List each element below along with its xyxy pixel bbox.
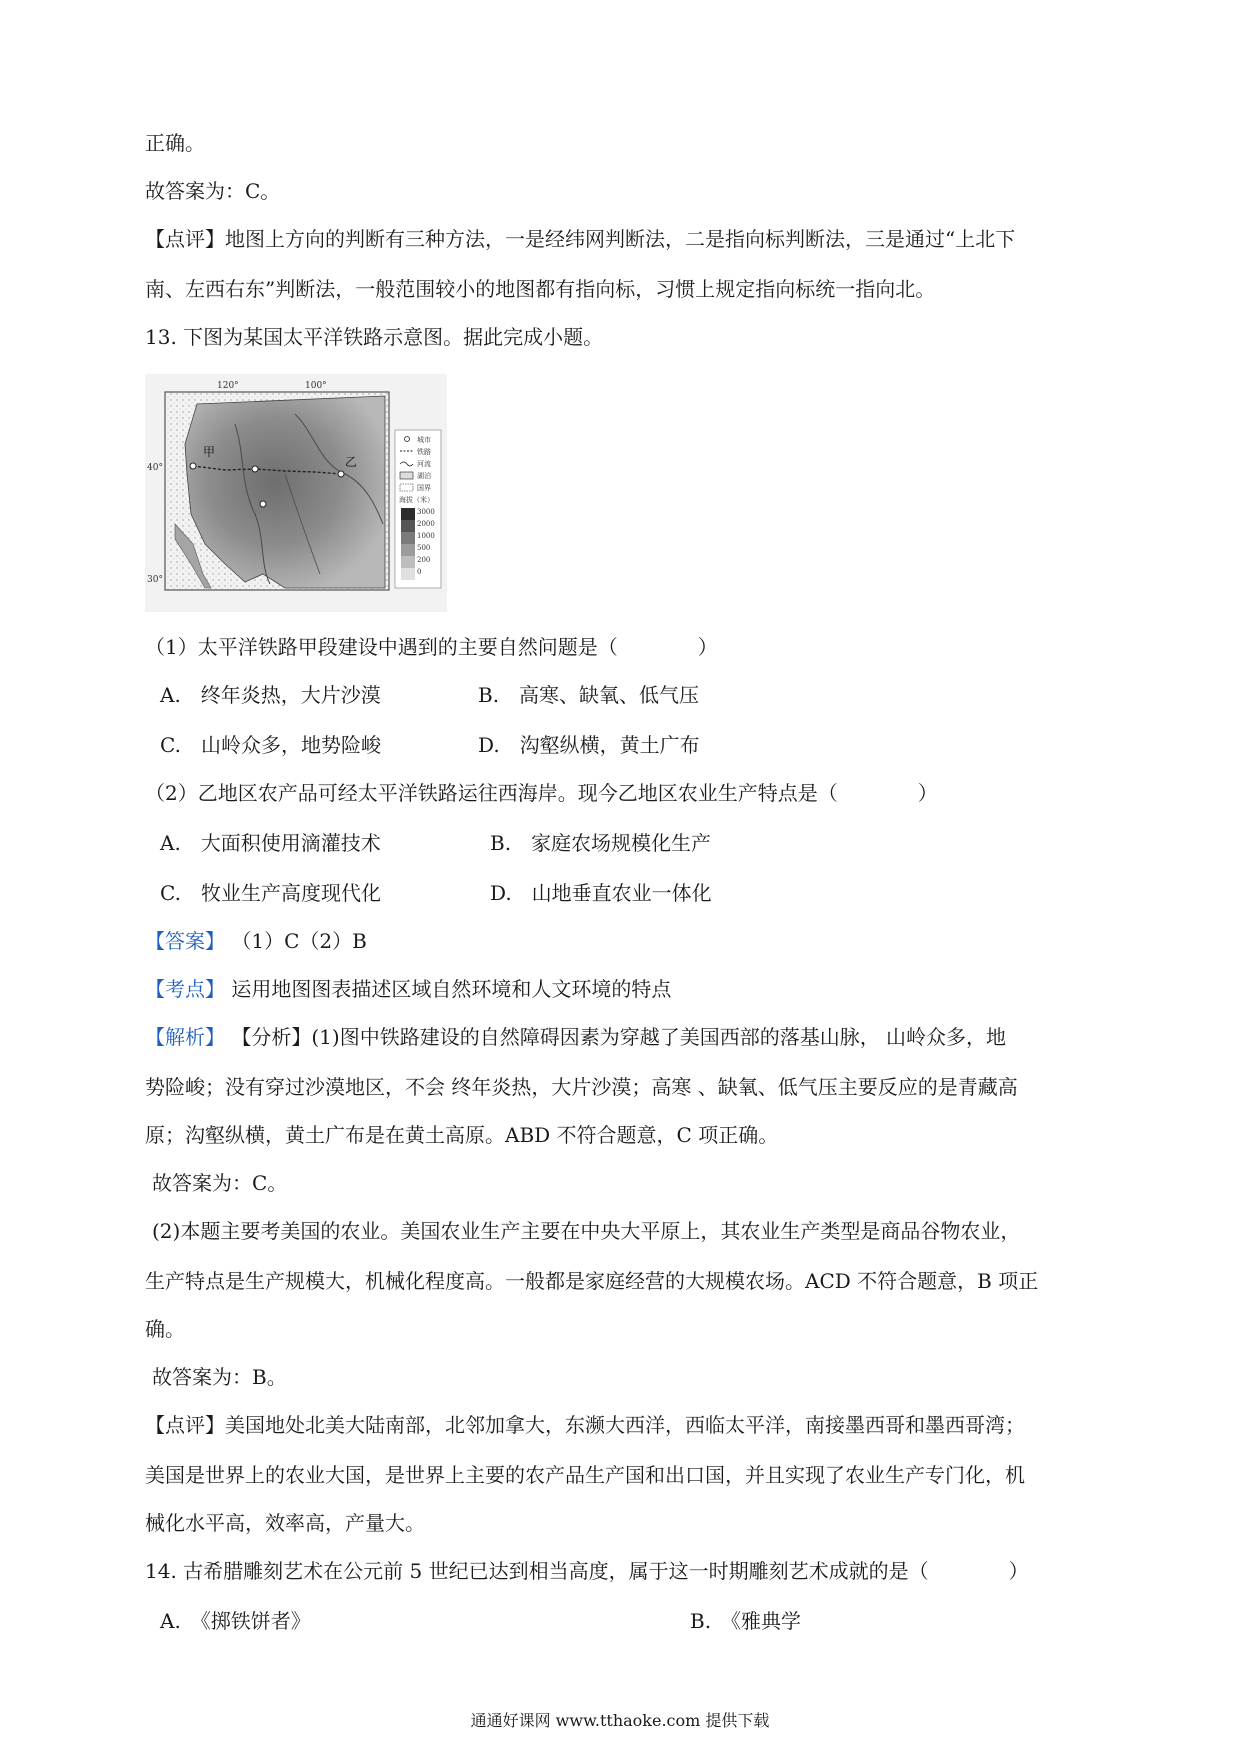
kaodian-text: 运用地图图表描述区域自然环境和人文环境的特点 (231, 977, 672, 1001)
q2-option-d: D. 山地垂直农业一体化 (490, 881, 712, 905)
jiexi-line: 故答案为：B。 (152, 1365, 287, 1389)
question-14-stem: 14. 古希腊雕刻艺术在公元前 5 世纪已达到相当高度，属于这一时期雕刻艺术成就的是（ ） (145, 1559, 1029, 1583)
text-line: 故答案为：C。 (145, 179, 281, 203)
legend-city: 城市 (417, 436, 431, 444)
lon-label-120: 120° (217, 381, 239, 391)
jiexi-line: 确。 (145, 1317, 185, 1341)
answer-line (145, 926, 367, 956)
jiexi-line: 【点评】美国地处北美大陆南部，北邻加拿大，东濒大西洋，西临太平洋，南接墨西哥和墨西哥湾； (145, 1413, 1025, 1437)
q1-option-d: D. 沟壑纵横，黄土广布 (478, 733, 700, 757)
q1-option-b: B. 高寒、缺氧、低气压 (478, 683, 700, 707)
railway-map-figure (145, 374, 447, 612)
jiexi-line: 故答案为：C。 (152, 1171, 288, 1195)
jiexi-line: (2)本题主要考美国的农业。美国农业生产主要在中央大平原上，其农业生产类型是商品谷物农业， (152, 1219, 1021, 1243)
kaodian-line (145, 974, 671, 1004)
map-label-yi: 乙 (345, 455, 358, 469)
jiexi-line: 生产特点是生产规模大，机械化程度高。一般都是家庭经营的大规模农场。ACD 不符合题意，B 项正 (145, 1269, 1039, 1293)
q14-option-a: A. 《掷铁饼者》 (160, 1609, 311, 1633)
legend-river: 河流 (417, 460, 431, 468)
q2-option-c: C. 牧业生产高度现代化 (160, 881, 381, 905)
scale-1000: 1000 (417, 532, 435, 540)
scale-3000: 3000 (417, 508, 435, 516)
q2-option-b: B. 家庭农场规模化生产 (490, 831, 712, 855)
jiexi-tag: 【解析】 (145, 1025, 225, 1049)
jiexi-text: 【分析】(1)图中铁路建设的自然障碍因素为穿越了美国西部的落基山脉， 山岭众多，地 (231, 1025, 1007, 1049)
q1-option-a: A. 终年炎热，大片沙漠 (160, 683, 381, 707)
answer-tag: 【答案】 (145, 929, 225, 953)
text-line: 南、左西右东”判断法，一般范围较小的地图都有指向标，习惯上规定指向标统一指向北。 (145, 277, 936, 301)
text-line: 【点评】地图上方向的判断有三种方法，一是经纬网判断法，二是指向标判断法，三是通过“上北下 (145, 227, 1016, 251)
scale-2000: 2000 (417, 520, 435, 528)
text-line: 正确。 (145, 131, 205, 155)
lat-label-40: 40° (147, 463, 163, 473)
legend-lake: 湖泊 (417, 472, 431, 480)
jiexi-line: 美国是世界上的农业大国，是世界上主要的农产品生产国和出口国，并且实现了农业生产专门化，机 (145, 1463, 1025, 1487)
scale-500: 500 (417, 544, 431, 552)
answer-text: （1）C（2）B (231, 929, 367, 953)
legend-border: 国界 (417, 484, 431, 492)
lat-label-30: 30° (147, 575, 163, 585)
legend-rail: 铁路 (417, 448, 431, 456)
question-13-2-stem: （2）乙地区农产品可经太平洋铁路运往西海岸。现今乙地区农业生产特点是（ ） (145, 781, 938, 805)
railway-map (145, 374, 447, 612)
jiexi-line: 势险峻；没有穿过沙漠地区，不会 终年炎热，大片沙漠；高寒 、缺氧、低气压主要反应的是青藏高 (145, 1075, 1018, 1099)
question-13-stem: 13. 下图为某国太平洋铁路示意图。据此完成小题。 (145, 325, 604, 349)
jiexi-line: 原；沟壑纵横，黄土广布是在黄土高原。ABD 不符合题意，C 项正确。 (145, 1123, 779, 1147)
page-footer: 通通好课网 www.tthaoke.com 提供下载 (470, 1711, 770, 1730)
jiexi-line (145, 1022, 1006, 1052)
map-label-jia: 甲 (203, 445, 216, 459)
question-13-1-stem: （1）太平洋铁路甲段建设中遇到的主要自然问题是（ ） (145, 635, 718, 659)
lon-label-100: 100° (305, 381, 327, 391)
scale-200: 200 (417, 556, 431, 564)
scale-0: 0 (417, 568, 422, 576)
kaodian-tag: 【考点】 (145, 977, 225, 1001)
legend-elevation-title: 海拔（米） (399, 496, 434, 504)
jiexi-line: 械化水平高，效率高，产量大。 (145, 1511, 425, 1535)
q1-option-c: C. 山岭众多，地势险峻 (160, 733, 381, 757)
q14-option-b: B. 《雅典学 (690, 1609, 802, 1633)
q2-option-a: A. 大面积使用滴灌技术 (160, 831, 381, 855)
